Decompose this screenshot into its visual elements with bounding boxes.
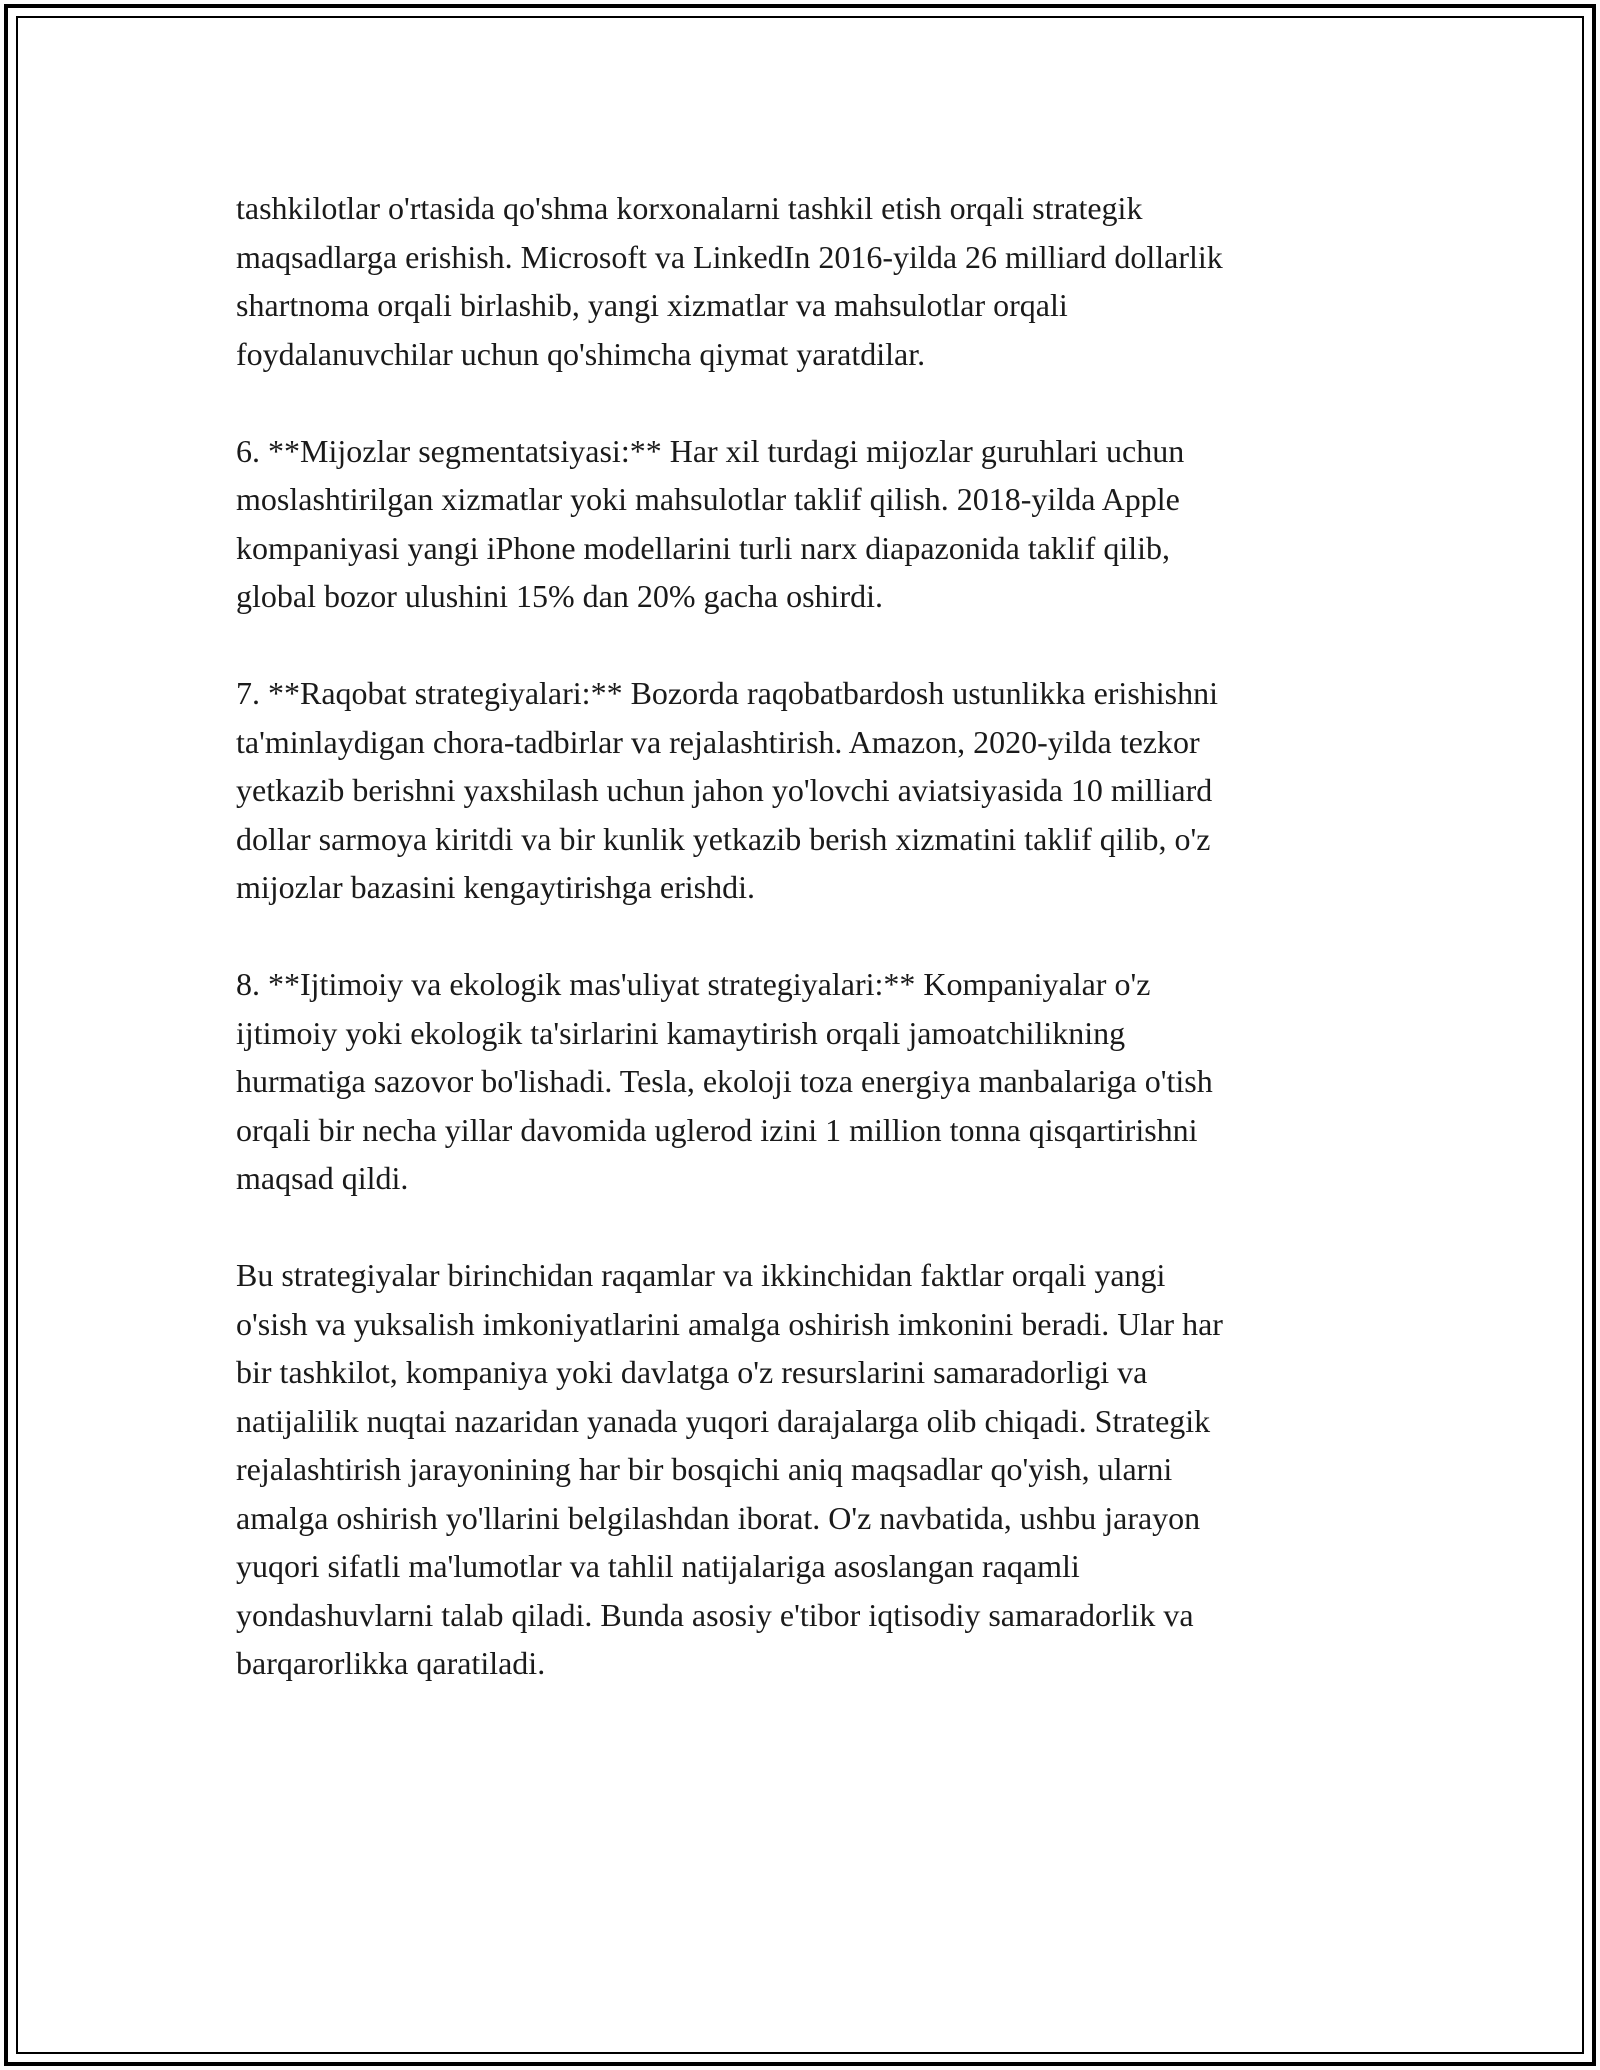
- document-body: [236, 184, 1376, 1736]
- paragraph-joint-ventures: tashkilotlar o'rtasida qo'shma korxonalarni tashkil etish orqali strategik maqsadlarga erishish. Microsoft va LinkedIn 2016-yilda 26 milliard dollarlik shartnoma orqali birlashib, yangi xizmatlar va mahsulotlar orqali foydalanuvchilar uchun qo'shimcha qiymat yaratdilar.: [236, 190, 1223, 372]
- paragraph-social-ecological-responsibility: 8. **Ijtimoiy va ekologik mas'uliyat strategiyalari:** Kompaniyalar o'z ijtimoiy yoki ekologik ta'sirlarini kamaytirish orqali jamoatchilikning hurmatiga sazovor bo'lishadi. Tesla, ekoloji toza energiya manbalariga o'tish orqali bir necha yillar davomida uglerod izini 1 million tonna qisqartirishni maqsad qildi.: [236, 966, 1213, 1196]
- paragraph-conclusion: Bu strategiyalar birinchidan raqamlar va ikkinchidan faktlar orqali yangi o'sish va yuksalish imkoniyatlarini amalga oshirish imkonini beradi. Ular har bir tashkilot, kompaniya yoki davlatga o'z resurslarini samaradorligi va natijalilik nuqtai nazaridan yanada yuqori darajalarga olib chiqadi. Strategik rejalashtirish jarayonining har bir bosqichi aniq maqsadlar qo'yish, ularni amalga oshirish yo'llarini belgilashdan iborat. O'z navbatida, ushbu jarayon yuqori sifatli ma'lumotlar va tahlil natijalariga asoslangan raqamli yondashuvlarni talab qiladi. Bunda asosiy e'tibor iqtisodiy samaradorlik va barqarorlikka qaratiladi.: [236, 1257, 1223, 1681]
- paragraph-competitive-strategies: 7. **Raqobat strategiyalari:** Bozorda raqobatbardosh ustunlikka erishishni ta'minlaydigan chora-tadbirlar va rejalashtirish. Amazon, 2020-yilda tezkor yetkazib berishni yaxshilash uchun jahon yo'lovchi aviatsiyasida 10 milliard dollar sarmoya kiritdi va bir kunlik yetkazib berish xizmatini taklif qilib, o'z mijozlar bazasini kengaytirishga erishdi.: [236, 675, 1218, 905]
- paragraph-customer-segmentation: 6. **Mijozlar segmentatsiyasi:** Har xil turdagi mijozlar guruhlari uchun moslashtirilgan xizmatlar yoki mahsulotlar taklif qilish. 2018-yilda Apple kompaniyasi yangi iPhone modellarini turli narx diapazonida taklif qilib, global bozor ulushini 15% dan 20% gacha oshirdi.: [236, 432, 1185, 614]
